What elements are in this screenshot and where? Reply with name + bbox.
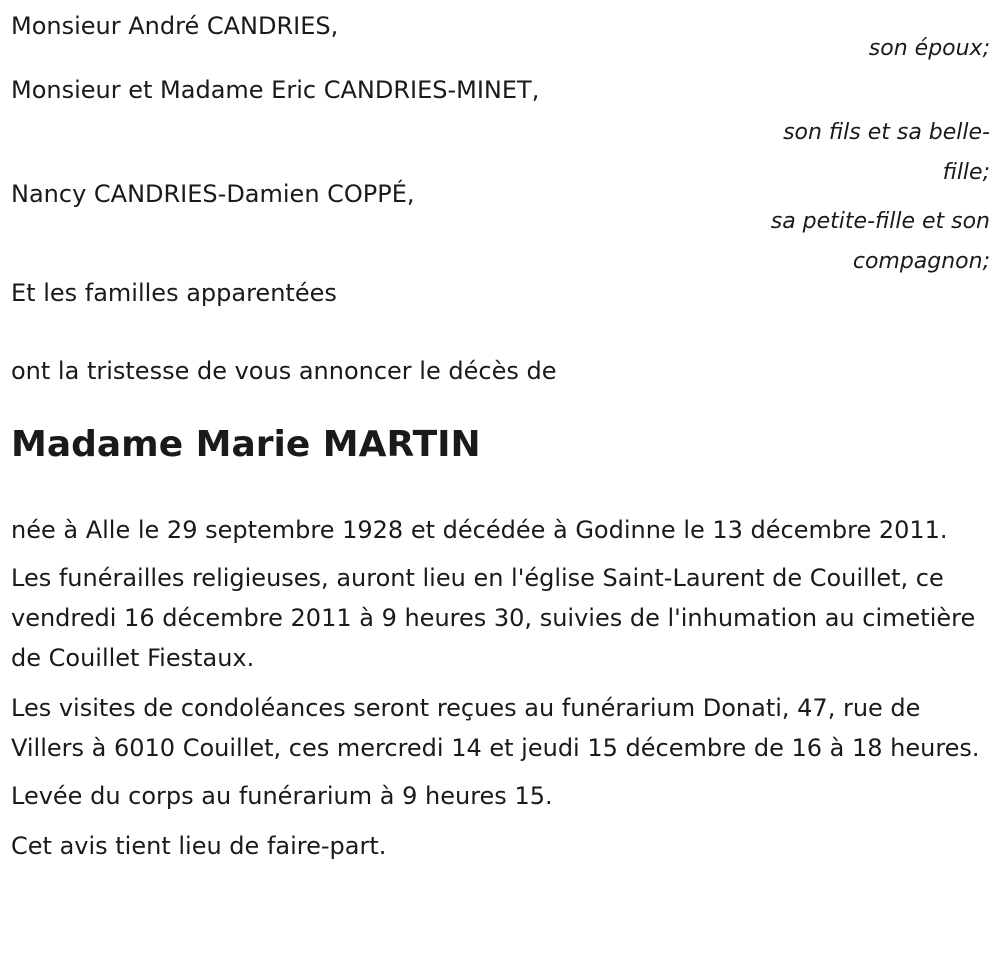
family-member-relation: son fils et sa belle-fille; [783,120,990,185]
family-member-name: Monsieur André CANDRIES, [11,12,339,40]
family-member-relation: sa petite-fille et son compagnon; [770,209,990,274]
levee-paragraph: Levée du corps au funérarium à 9 heures 15. [11,782,553,810]
announcement-text: ont la tristesse de vous annoncer le décès de [11,357,557,385]
family-member-name: Monsieur et Madame Eric CANDRIES-MINET, [11,76,540,104]
family-row-relatives [11,270,990,328]
birth-death-paragraph: née à Alle le 29 septembre 1928 et décédée à Godinne le 13 décembre 2011. [11,516,948,544]
family-row-spouse [11,0,990,62]
family-row-granddaughter [11,166,990,274]
family-member-name: Nancy CANDRIES-Damien COPPÉ, [11,180,415,208]
family-row-son [11,62,990,185]
funeral-paragraph: Les funérailles religieuses, auront lieu en l'église Saint-Laurent de Couillet, ce vendredi 16 décembre 2011 à 9 heures 30, suivies de l'inhumation au cimetière de Couillet Fiestaux. [11,564,976,672]
condolences-paragraph: Les visites de condoléances seront reçues au funérarium Donati, 47, rue de Villers à 6010 Couillet, ces mercredi 14 et jeudi 15 décembre de 16 à 18 heures. [11,694,980,762]
family-member-relation: son époux; [868,36,990,61]
deceased-name: Madame Marie MARTIN [11,424,481,465]
faire-part-note: Cet avis tient lieu de faire-part. [11,832,387,860]
family-member-name: Et les familles apparentées [11,279,337,307]
